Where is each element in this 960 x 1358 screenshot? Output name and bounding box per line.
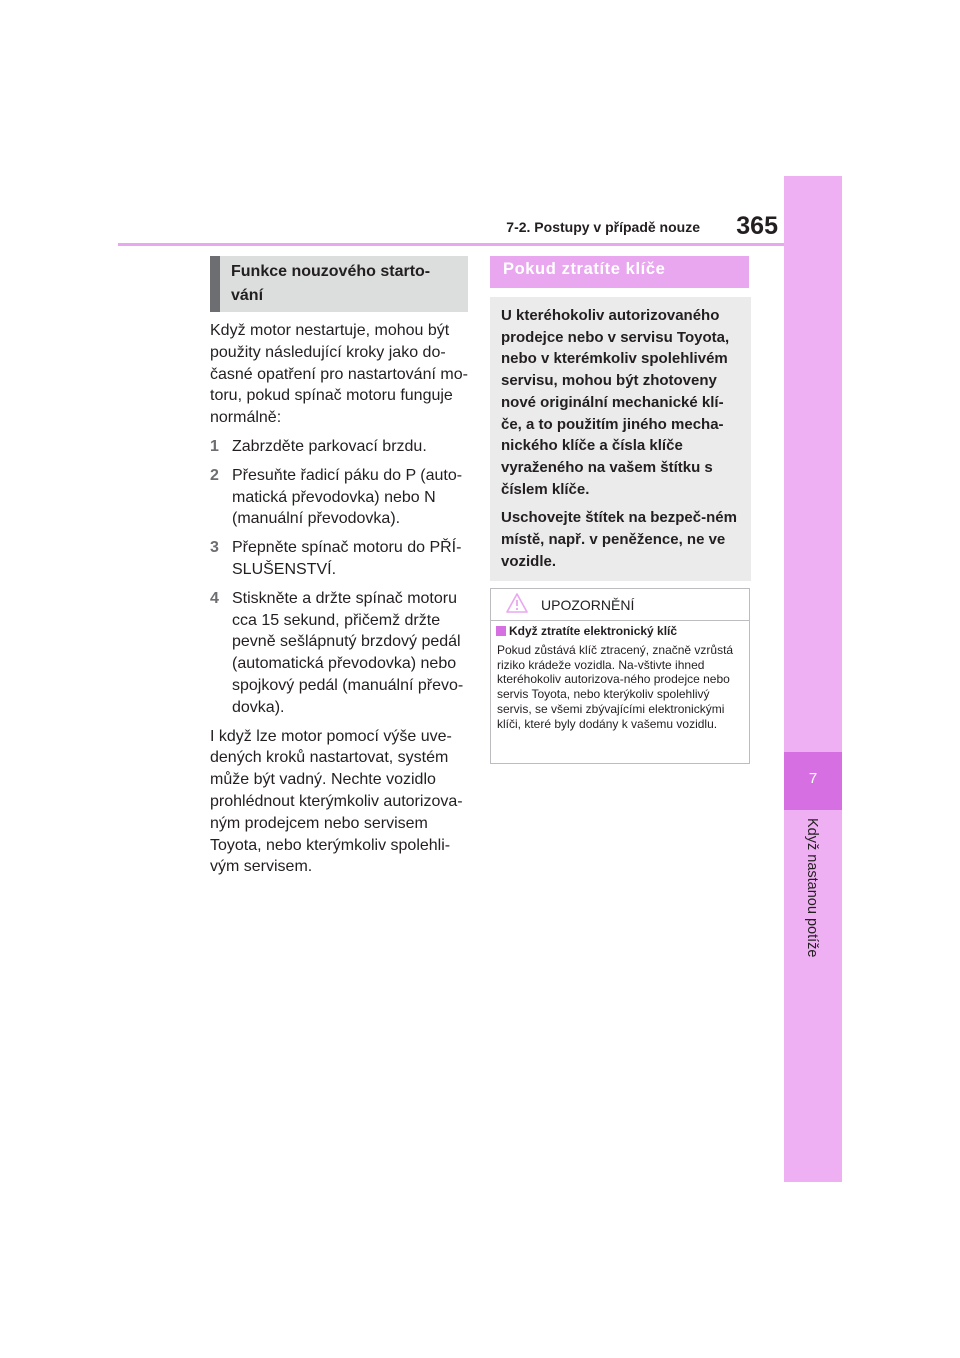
warning-body: Pokud zůstává klíč ztracený, značně vzrůstá riziko krádeže vozidla. Na-vštivte ihned kteréhokoliv autorizova-ného prodejce nebo servis Toyota, nebo kterýkoliv spolehlivý servis, se všemi zbývajícími elektronickými klíči, které byly dodány k vašemu vozidlu. [497, 643, 734, 731]
emergency-start-body [210, 320, 472, 885]
heading-emergency-start [210, 256, 468, 312]
info-paragraph: U kteréhokoliv autorizovaného prodejce nebo v servisu Toyota, nebo v kterémkoliv spolehlivém servisu, mohou být zhotoveny nové originální mechanické klí-če, a to použitím jiného mecha-nického klíče a čísla klíče vyraženého na vašem štítku s číslem klíče. [501, 307, 730, 498]
step-item [210, 436, 472, 458]
heading-line-1: Funkce nouzového starto- [231, 263, 431, 280]
heading-lost-keys [490, 256, 749, 288]
chapter-title-vertical [784, 818, 842, 978]
chapter-number: 7 [808, 770, 818, 787]
info-box [490, 297, 751, 581]
warning-box [490, 588, 750, 764]
info-paragraph: Uschovejte štítek na bezpeč-ném místě, např. v peněžence, ne ve vozidle. [501, 509, 737, 570]
warning-title: UPOZORNĚNÍ [541, 597, 635, 613]
step-number: 1 [210, 437, 219, 455]
step-item [210, 537, 472, 581]
heading-line-2: vání [231, 287, 264, 304]
warning-header [491, 589, 749, 621]
closing-paragraph: I když lze motor pomocí výše uve-dených kroků nastartovat, systém může být vadný. Nechte vozidlo prohlédnout kterýmkoliv autorizova-ným prodejcem nebo servisem Toyota, nebo kterýmkoliv spolehli-vým servisem. [210, 727, 463, 876]
intro-paragraph: Když motor nestartuje, mohou být použity následující kroky jako do-časné opatření pro nastartování mo-toru, pokud spínač motoru funguje normálně: [210, 322, 468, 427]
step-item [210, 465, 472, 530]
step-number: 4 [210, 589, 219, 607]
step-text: Přepněte spínač motoru do PŘÍ-SLUŠENSTVÍ. [232, 539, 462, 578]
chapter-title: Když nastanou potíže [804, 818, 820, 958]
warning-subheading [496, 624, 677, 638]
heading-lost-keys-text: Pokud ztratíte klíče [503, 260, 666, 278]
step-number: 3 [210, 539, 219, 557]
step-text: Stiskněte a držte spínač motoru cca 15 sekund, přičemž držte pevně sešlápnutý brzdový pedál (automatická převodovka) nebo spojkový pedál (manuální převo-dovka). [232, 589, 464, 716]
chapter-side-tab [784, 176, 842, 1182]
bullet-square-icon [496, 626, 506, 636]
page-number: 365 [736, 212, 778, 240]
step-item [210, 588, 472, 719]
warning-triangle-icon [506, 593, 528, 613]
step-number: 2 [210, 466, 219, 484]
section-title: 7-2. Postupy v případě nouze [506, 219, 700, 235]
header-divider [118, 243, 784, 246]
step-text: Zabrzděte parkovací brzdu. [232, 437, 427, 455]
step-text: Přesuňte řadicí páku do P (auto-matická převodovka) nebo N (manuální převodovka). [232, 466, 463, 528]
warning-subheading-text: Když ztratíte elektronický klíč [509, 624, 678, 638]
